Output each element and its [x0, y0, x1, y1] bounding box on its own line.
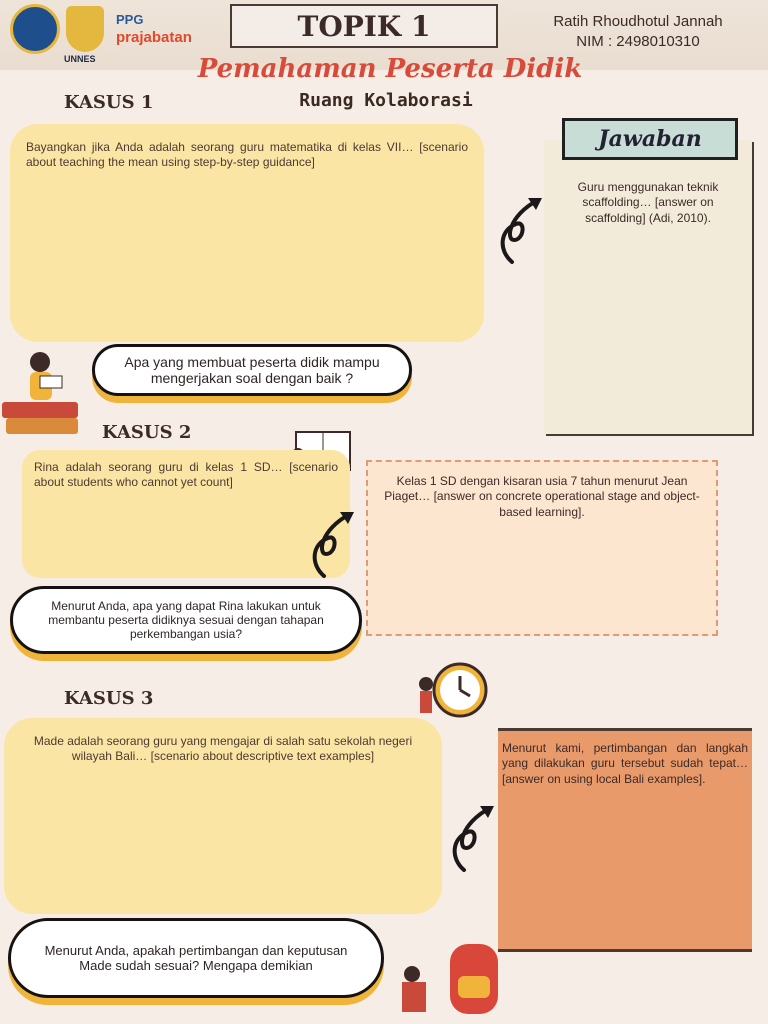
reading-student-illustration [0, 346, 86, 438]
author-block [522, 12, 754, 53]
answer-tab: Jawaban [562, 118, 738, 160]
page-title: TOPIK 1 [230, 4, 498, 48]
case-3-answer-card [498, 728, 752, 952]
case-2-answer: Kelas 1 SD dengan kisaran usia 7 tahun menurut Jean Piaget… [answer on concrete operational stage and object-based learning]. [384, 474, 700, 519]
backpack-student-illustration [392, 936, 504, 1020]
case-1-answer-card [544, 140, 752, 434]
curved-arrow-icon [306, 504, 360, 580]
logo-group [10, 4, 192, 64]
unnes-logo-icon [64, 6, 104, 64]
case-1-label: KASUS 1 [64, 92, 154, 113]
alarm-clock-illustration [414, 654, 488, 722]
curved-arrow-icon [494, 190, 548, 266]
case-2-answer-card [366, 460, 718, 636]
case-1-answer: Guru menggunakan teknik scaffolding… [answer on scaffolding] (Adi, 2010). [577, 180, 719, 225]
case-3-answer: Menurut kami, pertimbangan dan langkah yang dilakukan guru tersebut sudah tepat… [answer on using local Bali examples]. [502, 741, 748, 786]
unnes-logo-text: UNNES [64, 54, 96, 64]
author-nim: NIM : 2498010310 [576, 33, 700, 51]
ppg-logo [116, 13, 192, 45]
ppg-logo-text: PPG [116, 12, 144, 27]
case-2-scenario-box [22, 450, 350, 578]
case-1-scenario: Bayangkan jika Anda adalah seorang guru matematika di kelas VII… [scenario about teaching the mean using step-by-step guidance] [26, 140, 468, 170]
case-2-label: KASUS 2 [102, 422, 192, 443]
case-1-scenario-box [10, 124, 484, 342]
case-2-scenario: Rina adalah seorang guru di kelas 1 SD… [scenario about students who cannot yet count] [34, 460, 338, 490]
case-3-scenario-box [4, 718, 442, 914]
case-3-label: KASUS 3 [64, 688, 154, 709]
case-3-question-bubble: Menurut Anda, apakah pertimbangan dan keputusan Made sudah sesuai? Mengapa demikian [8, 918, 384, 998]
case-2-question-bubble: Menurut Anda, apa yang dapat Rina lakukan untuk membantu peserta didiknya sesuai dengan tahapan perkembangan usia? [10, 586, 362, 654]
page-subtitle: Pemahaman Peserta Didik [197, 54, 583, 84]
prajabatan-logo-text: prajabatan [116, 29, 192, 46]
case-1-question-bubble: Apa yang membuat peserta didik mampu mengerjakan soal dengan baik ? [92, 344, 412, 396]
kemdikbud-logo-icon [10, 4, 60, 54]
author-name: Ratih Rhoudhotul Jannah [553, 13, 723, 30]
case-3-scenario: Made adalah seorang guru yang mengajar di salah satu sekolah negeri wilayah Bali… [scenario about descriptive text examples] [33, 734, 413, 764]
curved-arrow-icon [446, 798, 500, 874]
room-title: Ruang Kolaborasi [299, 90, 473, 111]
